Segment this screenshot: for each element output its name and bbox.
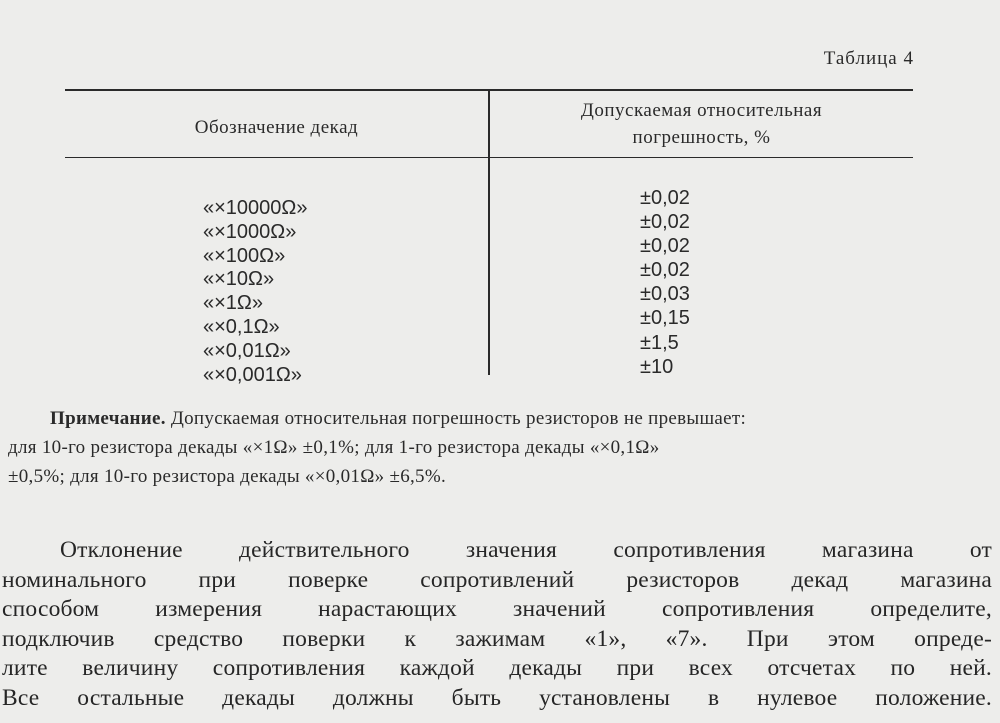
body-paragraph — [2, 536, 992, 714]
error-cell: ±0,03 — [640, 283, 690, 306]
error-cell: ±0,15 — [640, 307, 690, 330]
paragraph-line: способом измерения нарастающих значений сопротивления определите, — [2, 596, 992, 623]
note-line: ±0,5%; для 10-го резистора декады «×0,01Ω» ±6,5%. — [8, 466, 447, 487]
decade-cell: «×0,001Ω» — [203, 363, 302, 386]
table-caption: Таблица 4 — [823, 48, 914, 69]
decade-cell: «×1Ω» — [203, 292, 263, 315]
decade-cell: «×0,1Ω» — [203, 315, 280, 338]
decade-cell: «×100Ω» — [203, 244, 286, 267]
note-line — [8, 404, 983, 433]
paragraph-line: лите величину сопротивления каждой декады при всех отсчетах по ней. — [2, 655, 992, 682]
error-cell: ±0,02 — [640, 235, 690, 258]
decade-cell: «×1000Ω» — [203, 220, 297, 243]
paragraph-line: Отклонение действительного значения сопротивления магазина от — [60, 537, 992, 563]
column-header-decade: Обозначение декад — [194, 117, 359, 138]
error-column — [640, 186, 690, 379]
column-header-error-line2: погрешность, % — [632, 127, 771, 148]
note-text: Допускаемая относительная погрешность резисторов не превышает: — [170, 408, 747, 429]
error-cell: ±0,02 — [640, 259, 690, 282]
error-cell: ±1,5 — [640, 331, 679, 354]
decade-column — [203, 197, 308, 387]
error-cell: ±0,02 — [640, 187, 690, 209]
paragraph-line: подключив средство поверки к зажимам «1», «7». При этом опреде- — [2, 625, 992, 652]
decade-cell: «×0,01Ω» — [203, 339, 291, 362]
error-cell: ±0,02 — [640, 211, 690, 234]
decade-cell: «×10Ω» — [203, 268, 275, 291]
error-cell: ±10 — [640, 355, 674, 378]
paragraph-line: Все остальные декады должны быть установлены в нулевое положение. — [2, 684, 992, 711]
decade-cell: «×10000Ω» — [203, 197, 308, 219]
column-header-error — [490, 97, 913, 151]
table-note — [8, 404, 983, 491]
column-header-error-line1: Допускаемая относительная — [580, 100, 823, 121]
paragraph-line: номинального при поверке сопротивлений резисторов декад магазина — [2, 566, 992, 593]
note-line: для 10-го резистора декады «×1Ω» ±0,1%; для 1-го резистора декады «×0,1Ω» — [8, 437, 660, 458]
note-label: Примечание. — [50, 408, 166, 429]
